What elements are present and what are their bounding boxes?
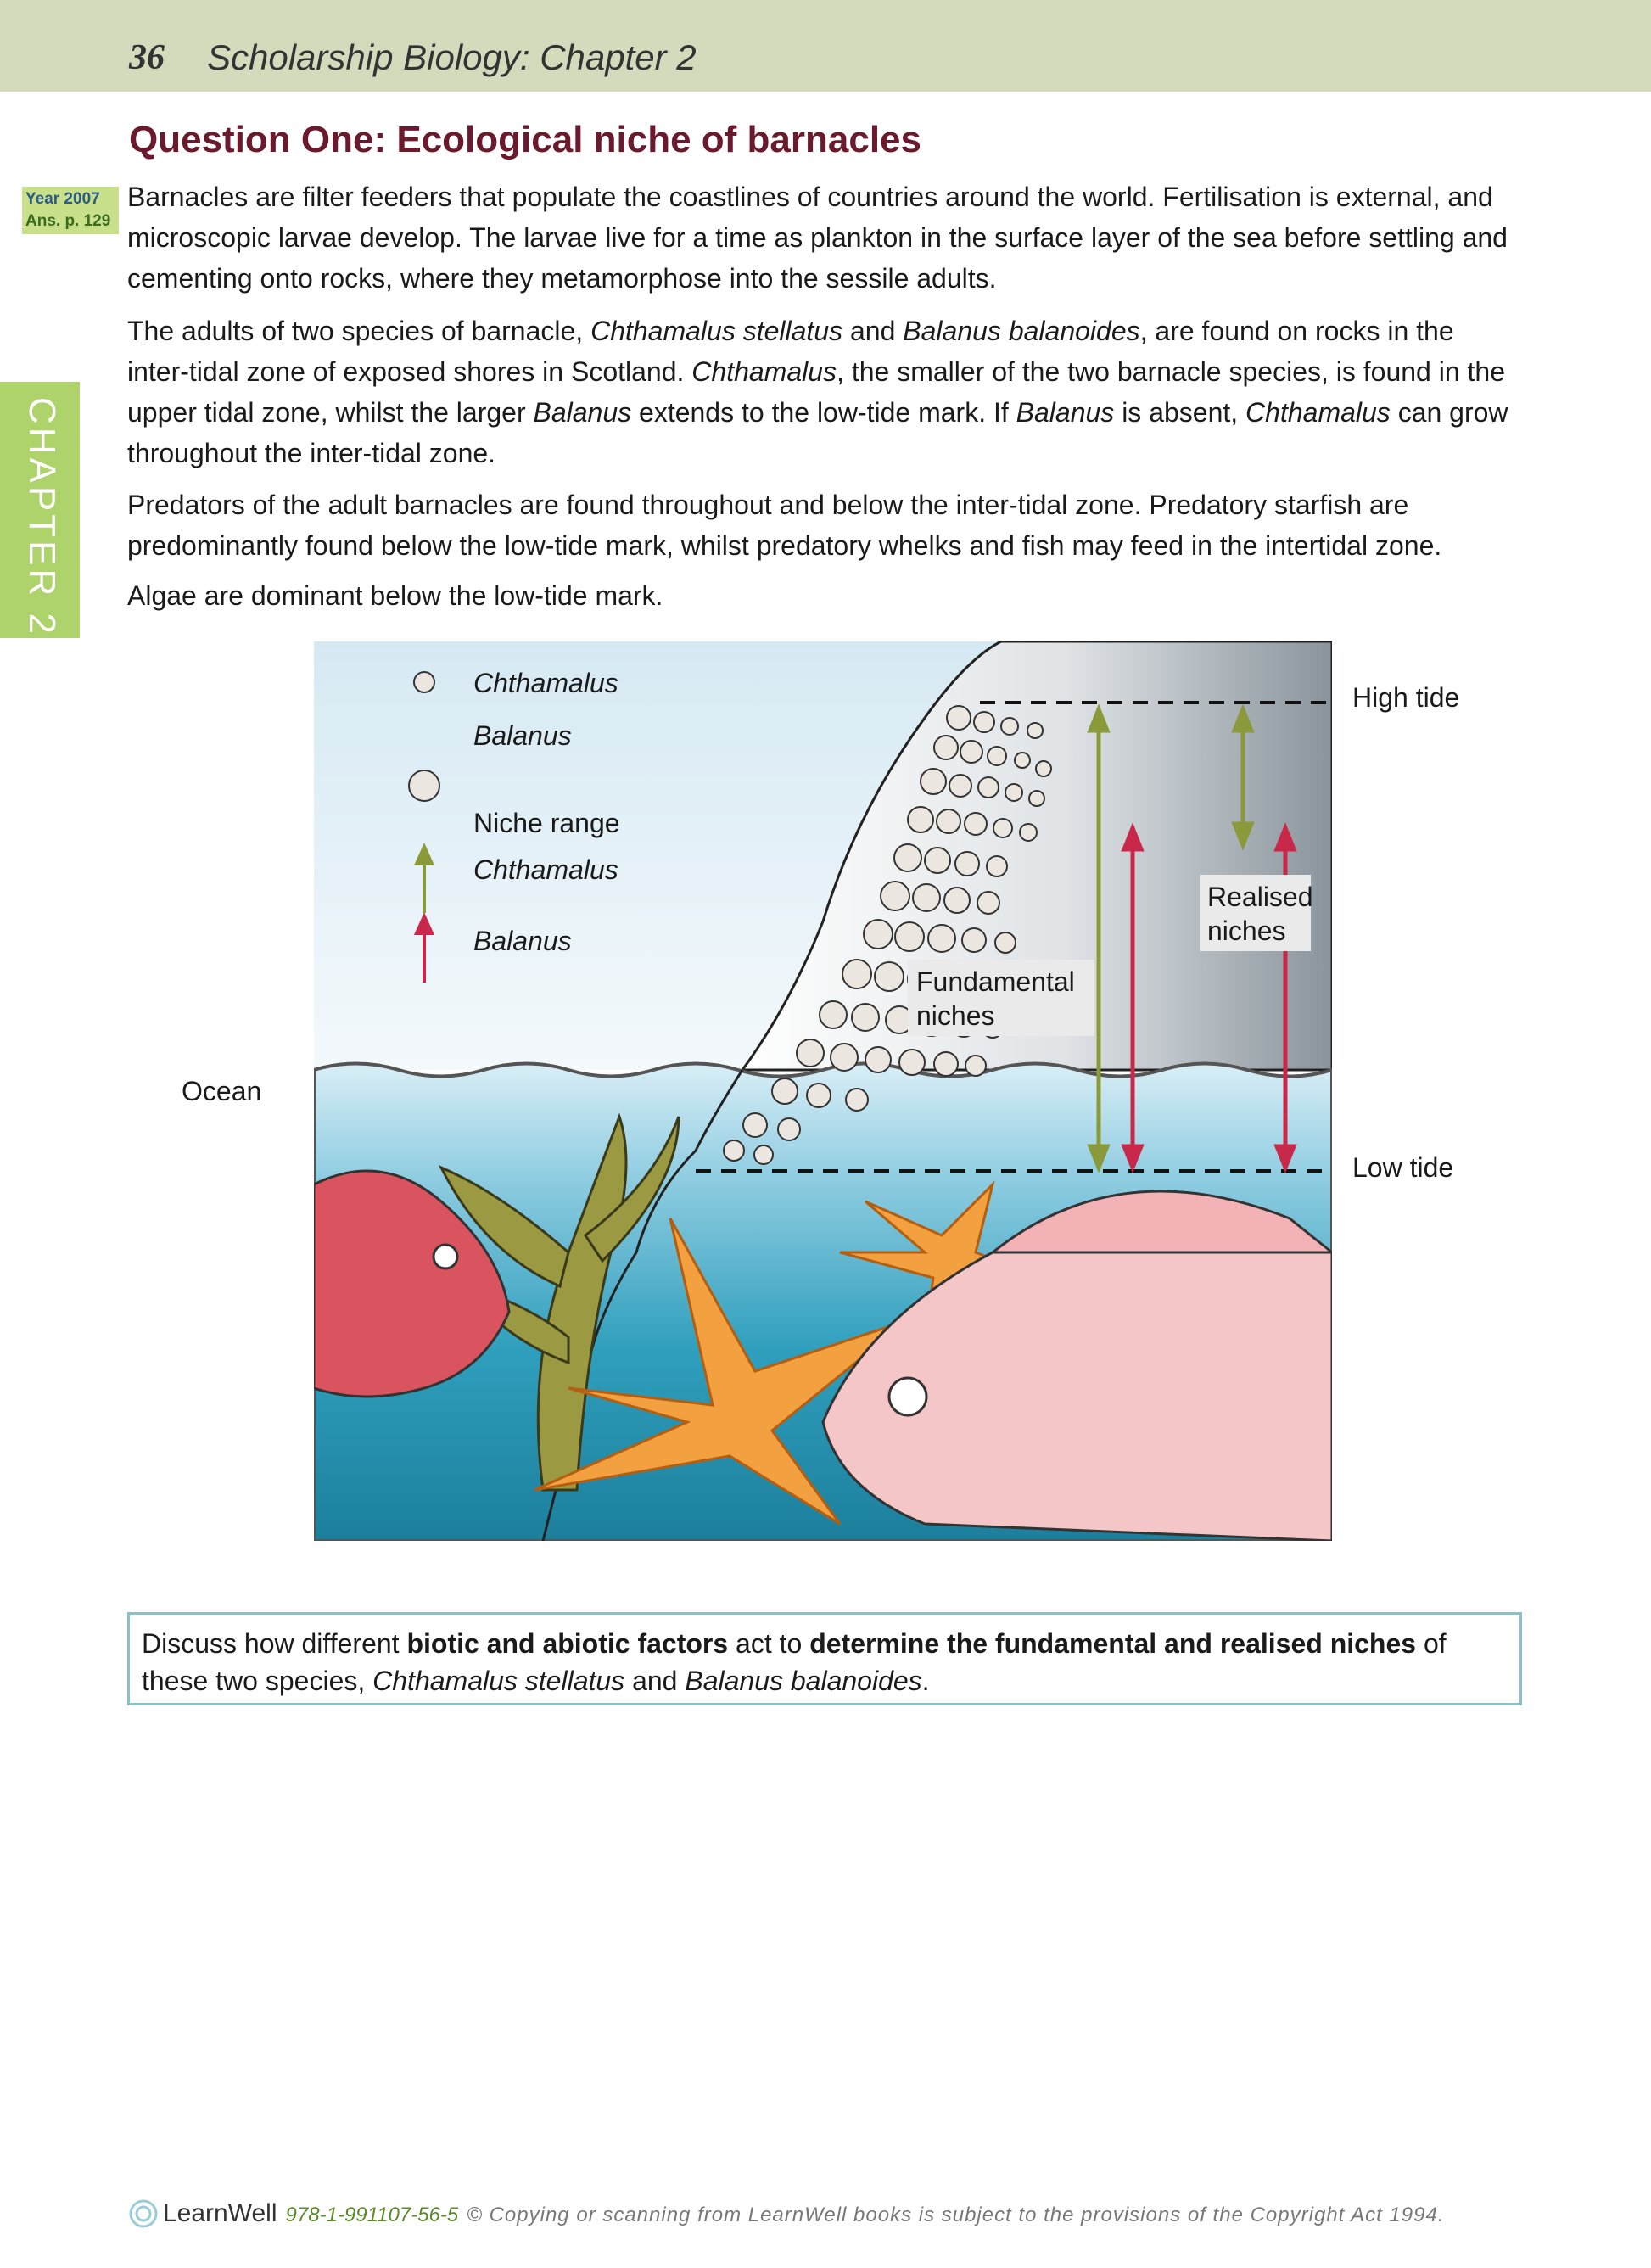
text-run: Discuss how different (142, 1628, 407, 1659)
footer-brand: LearnWell (163, 2199, 277, 2227)
footer-isbn: 978-1-991107-56-5 (285, 2204, 459, 2226)
footer (129, 2199, 1444, 2228)
species-name: Balanus balanoides (685, 1666, 922, 1696)
text-run: is absent, (1114, 397, 1246, 428)
text-run: act to (728, 1628, 810, 1659)
barnacle-niche-illustration (314, 641, 1332, 1541)
legend-chthamalus: Chthamalus (473, 668, 618, 698)
species-name: Chthamalus stellatus (590, 316, 843, 346)
fundamental-label-line2: niches (916, 1000, 995, 1031)
fundamental-label-line1: Fundamental (916, 966, 1075, 997)
species-name: Balanus (1016, 397, 1115, 428)
paragraph-predators: Predators of the adult barnacles are found throughout and below the inter-tidal zone. Predatory starfish are predominantly found below the low-tide mark, whilst predatory whelks and fish may feed in the intertidal zone. (127, 490, 1442, 561)
species-name: Balanus balanoides (903, 316, 1140, 346)
text-run: can grow throughout the inter-tidal zone. (127, 397, 1508, 468)
paragraph-intro (127, 176, 1519, 299)
legend-balanus: Balanus (473, 720, 572, 751)
paragraph-species (127, 311, 1519, 473)
key-term: biotic and abiotic factors (406, 1628, 729, 1659)
question-title: Question One: Ecological niche of barnacles (129, 119, 921, 160)
key-term: determine the fundamental and realised niches (809, 1628, 1417, 1659)
answer-reference: Ans. p. 129 (25, 212, 111, 230)
running-title: Scholarship Biology: Chapter 2 (207, 37, 697, 77)
year-tag (22, 187, 119, 234)
ocean-label: Ocean (182, 1076, 262, 1106)
chapter-tab-label: CHAPTER 2 (21, 397, 63, 637)
high-tide-label: High tide (1352, 682, 1460, 713)
text-run: . (921, 1666, 930, 1696)
realised-label-line2: niches (1207, 916, 1286, 946)
text-run: , are found on rocks in the inter-tidal zone of exposed shores in Scotland. (127, 316, 1454, 387)
text-run: extends to the low-tide mark. If (631, 397, 1016, 428)
species-name: Chthamalus (1245, 397, 1391, 428)
legend-niche-chthamalus: Chthamalus (473, 854, 618, 885)
page-number: 36 (129, 38, 165, 77)
text-run: of these two species, (142, 1628, 1447, 1696)
species-name: Chthamalus stellatus (372, 1666, 625, 1696)
text-run: and (624, 1666, 686, 1696)
legend-niche-balanus: Balanus (473, 926, 572, 956)
legend-niche-range: Niche range (473, 808, 620, 838)
paragraph-algae: Algae are dominant below the low-tide mark. (127, 580, 663, 611)
footer-copyright: © Copying or scanning from LearnWell books is subject to the provisions of the Copyright Act 1994. (467, 2204, 1445, 2226)
realised-label-line1: Realised (1207, 882, 1313, 912)
paragraph-intro-text: Barnacles are filter feeders that populate the coastlines of countries around the world. Fertilisation is external, and microscopic larvae develop. The larvae live for a time as plankton in the surface layer of the sea before settling and cementing onto rocks, where they metamorphose into the sessile adults. (127, 182, 1508, 294)
text-run: The adults of two species of barnacle, (127, 316, 591, 346)
species-name: Chthamalus (691, 356, 837, 387)
chapter-tab (0, 382, 80, 638)
text-run: and (842, 316, 904, 346)
task-box (127, 1612, 1522, 1705)
chthamalus-legend-icon (414, 672, 434, 692)
balanus-legend-icon (409, 770, 439, 801)
low-tide-label: Low tide (1352, 1152, 1454, 1183)
year-label: Year 2007 (25, 190, 100, 208)
text-run: , the smaller of the two barnacle species, is found in the upper tidal zone, whilst the larger (127, 356, 1506, 428)
species-name: Balanus (533, 397, 632, 428)
